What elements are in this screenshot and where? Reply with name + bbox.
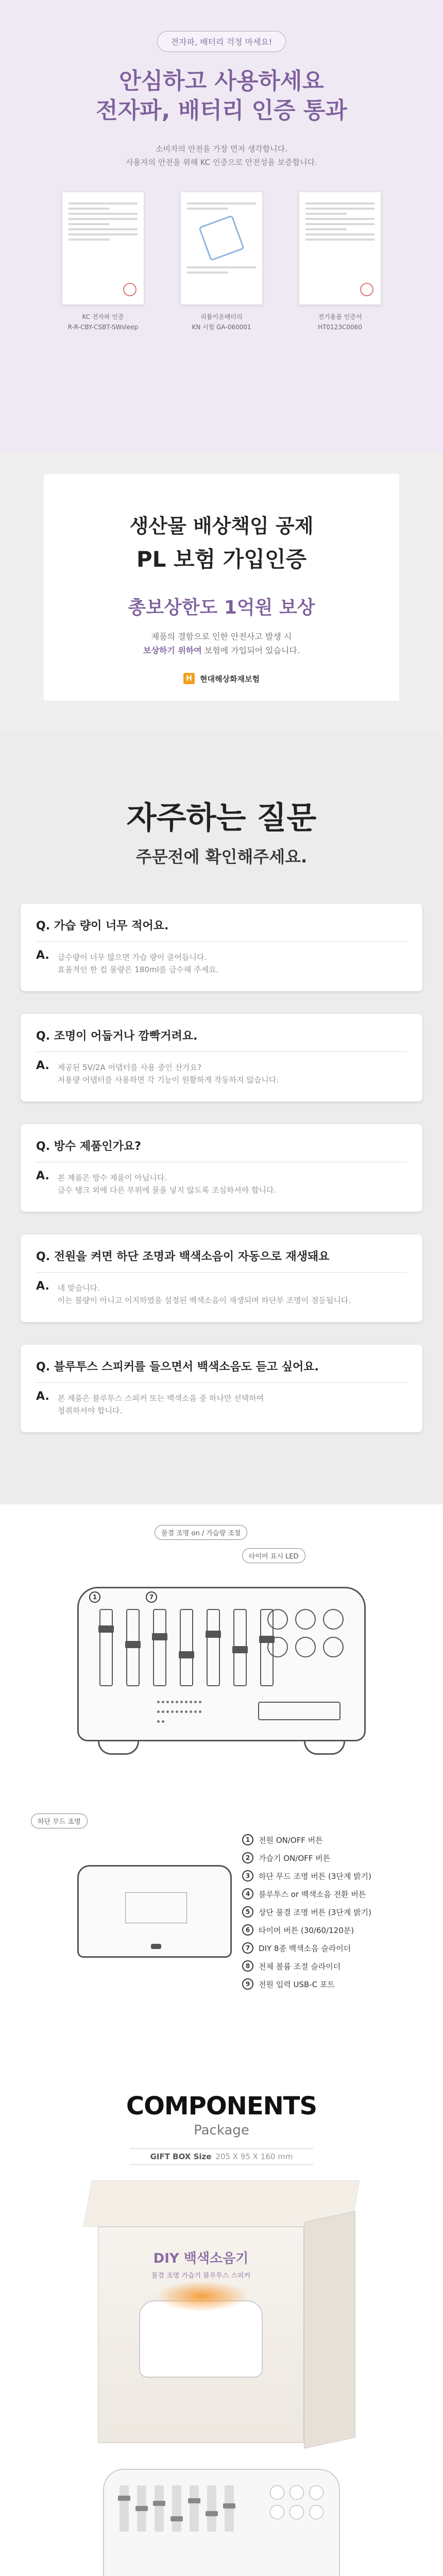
cert-caption xyxy=(180,312,263,332)
legend-text: 타이머 버튼 (30/60/120분) xyxy=(259,1925,354,1935)
faq-answer-text xyxy=(58,1280,351,1307)
cert-paper-image xyxy=(299,192,381,305)
box-product-tagline: 물결 조명 가습기 블루투스 스피커 xyxy=(151,2272,251,2280)
number-7-badge: 7 xyxy=(146,1591,157,1603)
faq-question: Q. 방수 제품인가요? xyxy=(36,1140,141,1153)
faq-answer-mark: A. xyxy=(36,1280,49,1293)
cert-heading-line1: 안심하고 사용하세요 xyxy=(119,68,324,94)
faq-answer xyxy=(36,1390,407,1417)
slider xyxy=(126,1609,140,1686)
legend-text: 블루투스 or 백색소음 전환 버튼 xyxy=(259,1889,366,1899)
device-buttons xyxy=(270,2485,323,2519)
pl-compensation: 총보상한도 1억원 보상 xyxy=(128,597,315,618)
slider-group xyxy=(99,1609,274,1686)
callout-bottom-light: 하단 무드 조명 xyxy=(31,1814,88,1828)
cert-caption-title: KC 전자파 인증 xyxy=(82,313,124,321)
pl-title: 생산물 배상책임 공제 xyxy=(129,515,314,537)
stamp-icon xyxy=(123,283,137,296)
components-section xyxy=(0,2071,443,2576)
control-button-grid xyxy=(267,1609,344,1657)
gift-box-image xyxy=(77,2180,366,2448)
legend-text: 상단 물결 조명 버튼 (3단계 밝기) xyxy=(259,1907,371,1917)
pl-card xyxy=(44,474,399,701)
seal-icon xyxy=(198,215,245,262)
faq-answer-mark: A. xyxy=(36,1059,49,1072)
device-sliders xyxy=(120,2485,234,2532)
legend-item xyxy=(242,1906,371,1918)
faq-answer-line: 본 제품은 방수 제품이 아닙니다. xyxy=(57,1173,167,1182)
faq-answer-line: 급수 탱크 외에 다른 부위에 물을 넣지 않도록 조심하셔야 합니다. xyxy=(57,1185,277,1195)
faq-answer-line: 네 맞습니다. xyxy=(57,1283,100,1293)
slider xyxy=(153,1609,166,1686)
legend-item xyxy=(242,1852,371,1863)
insurer-name: 현대해상화재보험 xyxy=(200,674,260,684)
legend-item xyxy=(242,1834,371,1845)
faq-item xyxy=(21,1234,422,1322)
cert-description xyxy=(21,143,422,169)
cert-pill: 전자파, 배터리 걱정 마세요! xyxy=(157,31,286,52)
cert-caption-code: HT0123C0060 xyxy=(318,323,362,331)
control-button-diagram xyxy=(323,1637,344,1657)
faq-title: 자주하는 질문 xyxy=(126,800,317,836)
product-diagram-section xyxy=(0,1504,443,2071)
feature-legend xyxy=(242,1834,371,1996)
faq-answer-line: 제공된 5V/2A 어댑터를 사용 중인 산가요? xyxy=(57,1063,202,1072)
device-photo xyxy=(103,2469,340,2576)
cert-desc-line2: 사용자의 안전을 위해 KC 인증으로 안전성을 보증합니다. xyxy=(126,157,317,167)
divider xyxy=(36,1272,407,1273)
cert-documents xyxy=(21,192,422,332)
faq-answer-text xyxy=(58,1170,276,1196)
pl-insurance-section xyxy=(0,453,443,732)
legend-item xyxy=(242,1960,371,1972)
usb-c-port-icon xyxy=(151,1944,161,1949)
legend-item xyxy=(242,1942,371,1954)
faq-question: Q. 블루투스 스피커를 들으면서 백색소음도 듣고 싶어요. xyxy=(36,1361,319,1374)
device-legs xyxy=(77,1741,366,1757)
cert-caption-code: KN 시험 GA-060001 xyxy=(192,323,251,331)
faq-answer-line: 급수량이 너무 많으면 가습 량이 줄어듭니다. xyxy=(57,953,207,962)
divider xyxy=(36,1382,407,1383)
stamp-icon xyxy=(360,283,373,296)
faq-section xyxy=(0,732,443,1504)
number-badge: 5 xyxy=(242,1906,253,1918)
slider xyxy=(99,1609,113,1686)
slider-number-badge xyxy=(146,1591,157,1603)
led-display-diagram xyxy=(258,1702,340,1720)
legend-text: 하단 무드 조명 버튼 (3단계 밝기) xyxy=(259,1871,371,1881)
faq-answer xyxy=(36,949,407,976)
legend-text: 전체 볼륨 조절 슬라이더 xyxy=(259,1961,341,1971)
speaker-grille xyxy=(156,1697,202,1717)
control-button-diagram xyxy=(323,1609,344,1630)
gift-box-size-label: GIFT BOX Size xyxy=(150,2152,212,2161)
number-badge: 3 xyxy=(242,1870,253,1882)
components-title: COMPONENTS xyxy=(126,2092,317,2121)
rating-label xyxy=(125,1892,187,1923)
cert-doc-battery xyxy=(180,192,263,332)
faq-item xyxy=(21,904,422,991)
divider xyxy=(36,941,407,942)
box-side xyxy=(304,2211,355,2448)
cert-caption-code: R-R-CBY-CSBT-SWsleep xyxy=(67,323,139,331)
slider xyxy=(207,1609,220,1686)
legend-text: 가습기 ON/OFF 버튼 xyxy=(259,1853,331,1863)
components-subtitle: Package xyxy=(194,2123,249,2138)
cert-doc-kc xyxy=(62,192,144,332)
faq-question: Q. 전원을 켜면 하단 조명과 백색소음이 자동으로 재생돼요 xyxy=(36,1250,330,1263)
number-badge: 7 xyxy=(242,1942,253,1954)
legend-item xyxy=(242,1888,371,1900)
faq-answer-line: 이는 불량이 아니고 이지하였을 설정된 백색소음이 재생되며 하단부 조명이 점등됩니다. xyxy=(57,1296,351,1305)
pl-title-main: PL 보험 가입인증 xyxy=(136,547,307,572)
gift-box-size-value: 205 X 95 X 160 mm xyxy=(215,2152,293,2161)
cert-heading-line2: 전자파, 배터리 인증 통과 xyxy=(96,97,347,124)
faq-answer-text xyxy=(58,1390,264,1417)
legend-item xyxy=(242,1870,371,1882)
safety-cert-section xyxy=(0,0,443,453)
faq-list xyxy=(21,904,422,1432)
faq-answer-line: 본 제품은 블루투스 스피커 또는 백색소음 중 하나만 선택하여 xyxy=(57,1394,264,1403)
legend-text: 전원 입력 USB-C 포트 xyxy=(259,1979,335,1989)
number-badge: 8 xyxy=(242,1960,253,1972)
slider-number-badge xyxy=(89,1591,100,1603)
faq-answer xyxy=(36,1170,407,1196)
box-product-name: DIY 백색소음기 xyxy=(153,2251,249,2266)
faq-item xyxy=(21,1124,422,1212)
pl-desc-line1: 제품의 결함으로 인한 안전사고 발생 시 xyxy=(151,632,292,641)
insurer-logo xyxy=(64,673,379,684)
gift-box-size xyxy=(130,2148,314,2165)
cert-caption-title: 전기용품 인증서 xyxy=(318,313,362,321)
legend-text: DIY 8종 백색소음 슬라이더 xyxy=(259,1943,351,1953)
device-back-diagram xyxy=(77,1865,232,1958)
faq-answer-text xyxy=(58,1059,279,1086)
box-front xyxy=(98,2227,304,2443)
callout-top-light: 물결 조명 on / 가습량 조절 xyxy=(155,1525,247,1540)
legend-item xyxy=(242,1978,371,1990)
control-button-diagram xyxy=(295,1637,316,1657)
cert-paper-image xyxy=(180,192,263,305)
number-badge: 6 xyxy=(242,1924,253,1936)
control-button-diagram xyxy=(295,1609,316,1630)
number-badge: 2 xyxy=(242,1852,253,1863)
faq-answer-line: 저용량 어댑터를 사용하면 각 기능이 원활하게 작동하지 않습니다. xyxy=(57,1075,279,1084)
flame-light-icon xyxy=(156,2281,248,2312)
slider xyxy=(180,1609,193,1686)
pl-desc-bold: 보상하기 위하여 xyxy=(143,646,202,656)
cert-caption xyxy=(62,312,144,332)
faq-question: Q. 가습 량이 너무 적어요. xyxy=(36,920,169,933)
number-badge: 1 xyxy=(242,1834,253,1845)
cert-heading xyxy=(21,66,422,125)
box-device-illustration xyxy=(139,2300,263,2378)
pl-desc-line2 xyxy=(64,643,379,657)
faq-answer xyxy=(36,1059,407,1086)
insurer-logo-icon: H xyxy=(183,673,195,684)
number-8-badge: 1 xyxy=(89,1591,100,1603)
device-front-diagram xyxy=(77,1587,366,1741)
number-badge: 9 xyxy=(242,1978,253,1990)
cert-caption xyxy=(299,312,381,332)
faq-answer xyxy=(36,1280,407,1307)
cert-desc-line1: 소비자의 안전을 가장 먼저 생각합니다. xyxy=(156,144,287,154)
cert-paper-image xyxy=(62,192,144,305)
number-badge: 4 xyxy=(242,1888,253,1900)
faq-answer-text xyxy=(58,949,219,976)
faq-answer-mark: A. xyxy=(36,1390,49,1403)
faq-item xyxy=(21,1014,422,1101)
pl-description xyxy=(64,630,379,657)
faq-answer-mark: A. xyxy=(36,1170,49,1182)
legend-text: 전원 ON/OFF 버튼 xyxy=(259,1835,323,1845)
faq-answer-line: 청취하셔야 합니다. xyxy=(57,1406,123,1415)
callout-timer-led: 타이머 표시 LED xyxy=(242,1548,305,1563)
slider xyxy=(233,1609,247,1686)
faq-answer-mark: A. xyxy=(36,949,49,962)
cert-caption-title: 리튬이온배터리 xyxy=(200,313,243,321)
faq-question: Q. 조명이 어둡거나 깜빡거려요. xyxy=(36,1030,198,1043)
control-button-diagram xyxy=(267,1609,288,1630)
legend-item xyxy=(242,1924,371,1936)
control-button-diagram xyxy=(267,1637,288,1657)
cert-doc-electric xyxy=(299,192,381,332)
pl-desc-rest: 보험에 가입되어 있습니다. xyxy=(201,646,300,656)
faq-item xyxy=(21,1345,422,1432)
faq-subtitle: 주문전에 확인해주세요. xyxy=(135,847,308,867)
faq-answer-line: 효율적인 한 컵 물량은 180ml를 급수해 주세요. xyxy=(57,965,219,974)
